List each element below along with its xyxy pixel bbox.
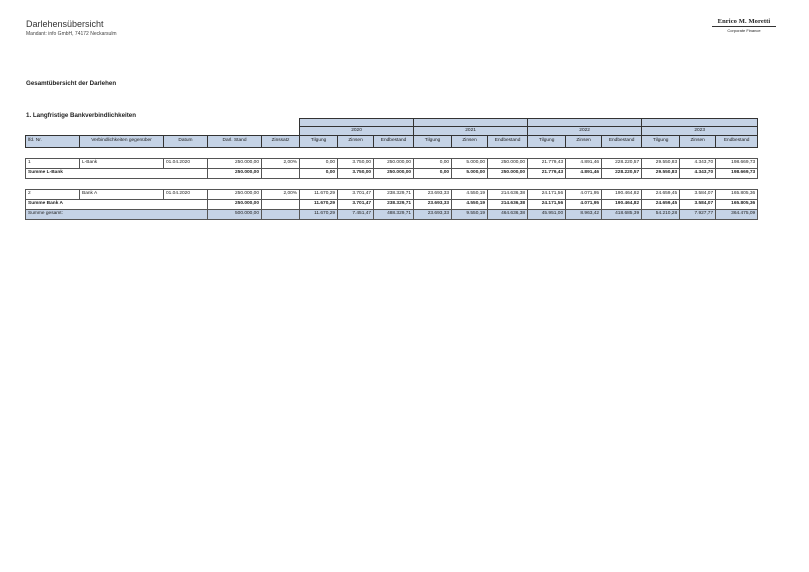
sum-zinsen-2020: 3.701,47: [338, 200, 374, 210]
year-2022-top: [528, 119, 642, 127]
document-title: Darlehensübersicht: [26, 19, 104, 29]
zinsen-2023: 4.343,70: [680, 159, 716, 169]
loan-nr: 2: [26, 190, 80, 200]
table-row-total: [26, 210, 758, 220]
endbestand-2022: 190.464,82: [602, 190, 642, 200]
total-label: Summe gesamt:: [26, 210, 208, 220]
col-endbestand-2020: Endbestand: [374, 136, 414, 148]
zinsen-2022: 4.891,46: [566, 159, 602, 169]
sum-zinsen-2023: 3.584,07: [680, 200, 716, 210]
tilgung-2020: 11.670,29: [300, 190, 338, 200]
sum-endbestand-2023: 198.669,73: [716, 169, 758, 179]
year-2021-top: [414, 119, 528, 127]
sum-tilgung-2020: 11.670,29: [300, 200, 338, 210]
col-zinsen-2023: Zinsen: [680, 136, 716, 148]
zinsen-2021: 4.550,19: [452, 190, 488, 200]
sum-endbestand-2021: 250.000,00: [488, 169, 528, 179]
sum-label: Summe Bank A: [26, 200, 208, 210]
total-tilgung-2021: 23.693,33: [414, 210, 452, 220]
sum-tilgung-2023: 29.550,83: [642, 169, 680, 179]
sum-endbestand-2021: 214.636,38: [488, 200, 528, 210]
spacer-cell: [26, 179, 758, 190]
sum-endbestand-2022: 228.220,57: [602, 169, 642, 179]
loan-zinssatz: 2,00%: [262, 190, 300, 200]
sum-endbestand-2020: 250.000,00: [374, 169, 414, 179]
col-zinsen-2020: Zinsen: [338, 136, 374, 148]
total-tilgung-2022: 45.951,00: [528, 210, 566, 220]
zinsen-2023: 3.584,07: [680, 190, 716, 200]
zinsen-2020: 3.750,00: [338, 159, 374, 169]
sum-zinsen-2021: 4.550,19: [452, 200, 488, 210]
sum-endbestand-2020: 238.329,71: [374, 200, 414, 210]
total-stand: 500.000,00: [208, 210, 262, 220]
tilgung-2020: 0,00: [300, 159, 338, 169]
spacer-row: [26, 179, 758, 190]
spacer-cell: [26, 148, 758, 159]
sum-zinssatz-blank: [262, 169, 300, 179]
tilgung-2022: 24.171,56: [528, 190, 566, 200]
sum-tilgung-2022: 21.779,43: [528, 169, 566, 179]
endbestand-2020: 250.000,00: [374, 159, 414, 169]
loan-datum: 01.04.2020: [164, 190, 208, 200]
loan-zinssatz: 2,00%: [262, 159, 300, 169]
sum-tilgung-2021: 0,00: [414, 169, 452, 179]
total-tilgung-2020: 11.670,29: [300, 210, 338, 220]
endbestand-2022: 228.220,57: [602, 159, 642, 169]
zinsen-2021: 5.000,00: [452, 159, 488, 169]
col-lfd-nr: lfd. Nr.: [26, 136, 80, 148]
col-endbestand-2021: Endbestand: [488, 136, 528, 148]
loan-datum: 01.04.2020: [164, 159, 208, 169]
sum-zinsen-2021: 5.000,00: [452, 169, 488, 179]
year-header-2020: 2020: [300, 127, 414, 136]
tilgung-2023: 24.659,45: [642, 190, 680, 200]
overview-heading: Gesamtübersicht der Darlehen: [26, 80, 117, 87]
total-zinsen-2020: 7.451,47: [338, 210, 374, 220]
sum-tilgung-2021: 23.693,33: [414, 200, 452, 210]
tilgung-2023: 29.550,83: [642, 159, 680, 169]
total-endbestand-2021: 464.636,38: [488, 210, 528, 220]
tilgung-2022: 21.779,43: [528, 159, 566, 169]
column-header-row: [26, 136, 758, 148]
year-header-2022: 2022: [528, 127, 642, 136]
year-2020-top: [300, 119, 414, 127]
year-header-2021: 2021: [414, 127, 528, 136]
sum-endbestand-2022: 190.464,82: [602, 200, 642, 210]
year-row-blank: [26, 127, 300, 136]
col-darl-stand: Darl. Stand: [208, 136, 262, 148]
sum-label: Summe L-Bank: [26, 169, 208, 179]
sum-zinsen-2023: 4.343,70: [680, 169, 716, 179]
company-logo: [712, 18, 776, 33]
table-row-loan-1: [26, 159, 758, 169]
sum-tilgung-2020: 0,00: [300, 169, 338, 179]
col-tilgung-2022: Tilgung: [528, 136, 566, 148]
loan-creditor: L-Bank: [80, 159, 164, 169]
table-row-sum-loan-2: [26, 200, 758, 210]
logo-tagline: Corporate Finance: [727, 28, 761, 33]
loan-creditor: Bank A: [80, 190, 164, 200]
zinsen-2020: 3.701,47: [338, 190, 374, 200]
sum-zinssatz-blank: [262, 200, 300, 210]
total-endbestand-2022: 418.685,39: [602, 210, 642, 220]
col-endbestand-2022: Endbestand: [602, 136, 642, 148]
endbestand-2023: 198.669,73: [716, 159, 758, 169]
col-tilgung-2021: Tilgung: [414, 136, 452, 148]
sum-zinsen-2022: 4.891,46: [566, 169, 602, 179]
sum-stand: 250.000,00: [208, 169, 262, 179]
endbestand-2021: 214.636,38: [488, 190, 528, 200]
tilgung-2021: 0,00: [414, 159, 452, 169]
sum-stand: 250.000,00: [208, 200, 262, 210]
total-zinsen-2022: 8.963,42: [566, 210, 602, 220]
total-zinsen-2023: 7.927,77: [680, 210, 716, 220]
total-zinsen-2021: 9.550,19: [452, 210, 488, 220]
zinsen-2022: 4.071,95: [566, 190, 602, 200]
sum-tilgung-2023: 24.659,45: [642, 200, 680, 210]
year-row: [26, 127, 758, 136]
loan-nr: 1: [26, 159, 80, 169]
tilgung-2021: 23.693,33: [414, 190, 452, 200]
col-tilgung-2020: Tilgung: [300, 136, 338, 148]
total-zinssatz-blank: [262, 210, 300, 220]
client-subtitle: Mandant: info GmbH, 74172 Neckarsulm: [26, 31, 117, 37]
sum-zinsen-2020: 3.750,00: [338, 169, 374, 179]
endbestand-2023: 165.805,36: [716, 190, 758, 200]
header-blank-cell: [26, 119, 300, 127]
sum-zinsen-2022: 4.071,95: [566, 200, 602, 210]
logo-name: Enrico M. Moretti: [712, 18, 776, 27]
table-row-loan-2: [26, 190, 758, 200]
loans-table: [25, 118, 758, 220]
section-heading: 1. Langfristige Bankverbindlichkeiten: [26, 112, 137, 119]
col-tilgung-2023: Tilgung: [642, 136, 680, 148]
col-endbestand-2023: Endbestand: [716, 136, 758, 148]
year-2023-top: [642, 119, 758, 127]
year-header-2023: 2023: [642, 127, 758, 136]
header-top-row: [26, 119, 758, 127]
col-creditor: Verbindlichkeiten gegenüber: [80, 136, 164, 148]
sum-endbestand-2023: 165.805,36: [716, 200, 758, 210]
endbestand-2020: 238.329,71: [374, 190, 414, 200]
col-zinsen-2021: Zinsen: [452, 136, 488, 148]
loan-stand: 250.000,00: [208, 190, 262, 200]
total-tilgung-2023: 54.210,28: [642, 210, 680, 220]
spacer-row: [26, 148, 758, 159]
endbestand-2021: 250.000,00: [488, 159, 528, 169]
table-row-sum-loan-1: [26, 169, 758, 179]
col-datum: Datum: [164, 136, 208, 148]
total-endbestand-2020: 488.329,71: [374, 210, 414, 220]
total-endbestand-2023: 364.475,09: [716, 210, 758, 220]
col-zinsen-2022: Zinsen: [566, 136, 602, 148]
col-zinssatz: Zinssatz: [262, 136, 300, 148]
sum-tilgung-2022: 24.171,56: [528, 200, 566, 210]
loan-stand: 250.000,00: [208, 159, 262, 169]
